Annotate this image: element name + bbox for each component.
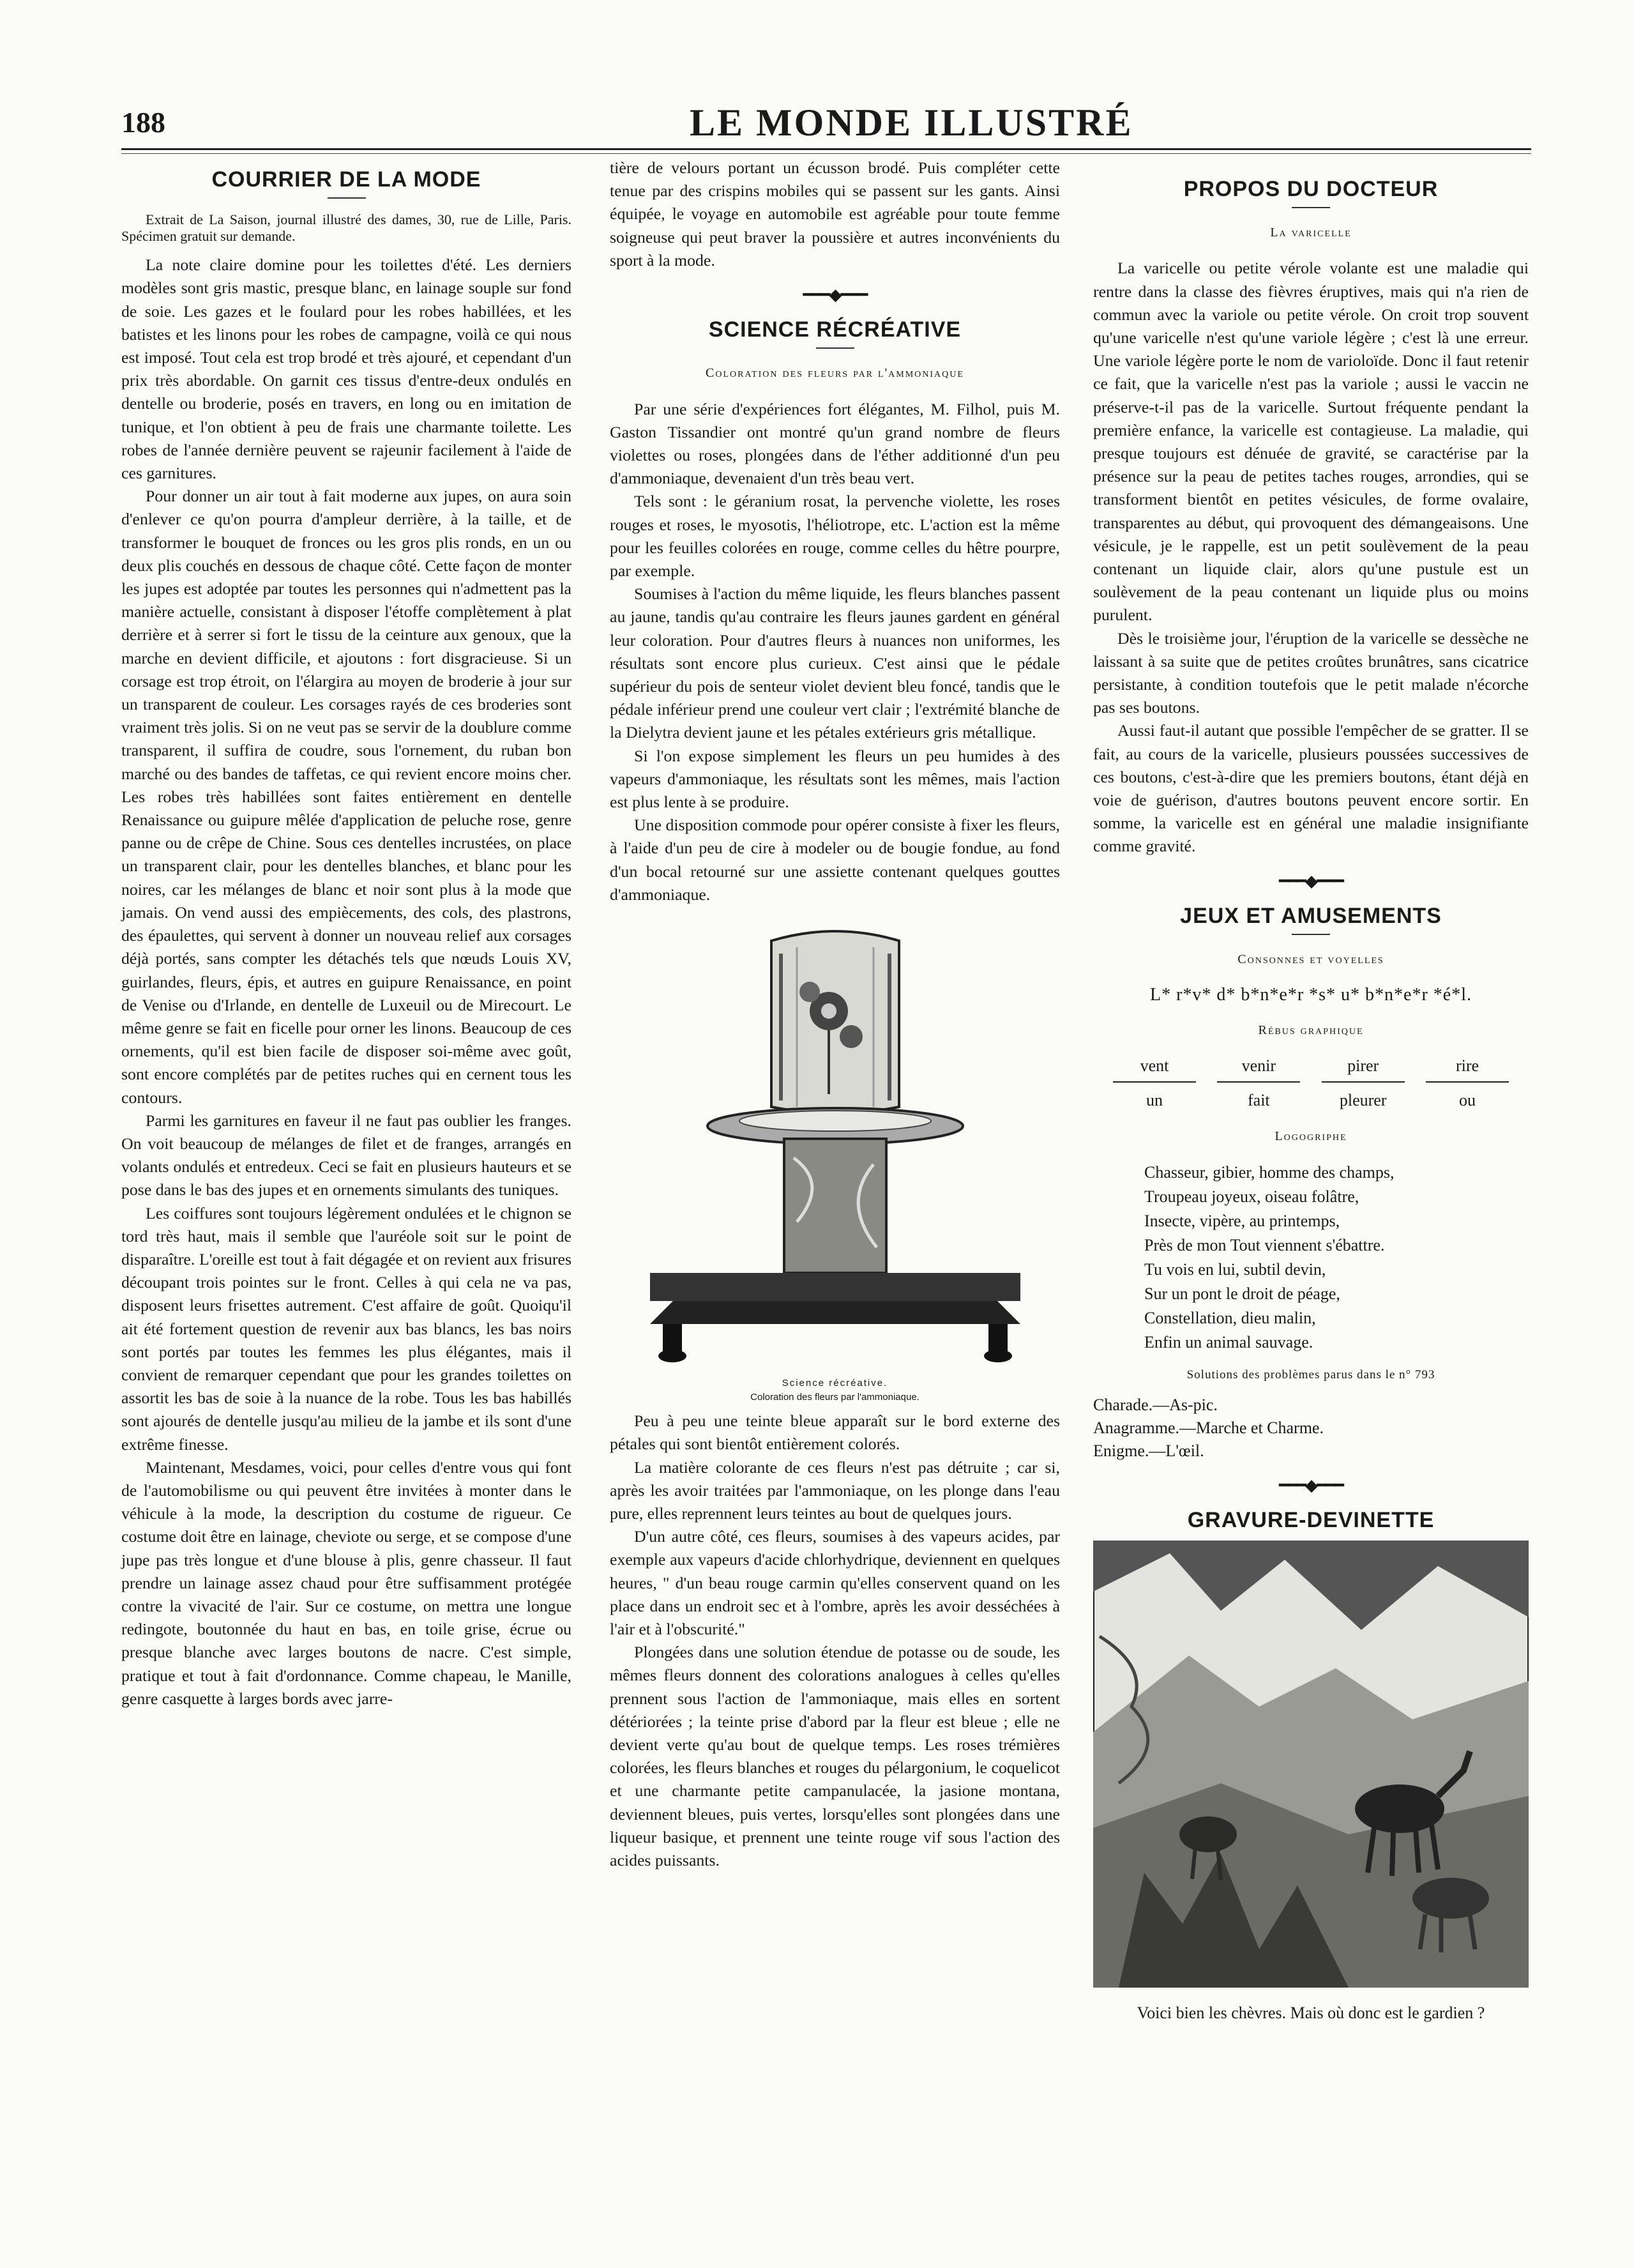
engraving-heading: GRAVURE-DEVINETTE [1187,1507,1435,1532]
games-heading: JEUX ET AMUSEMENTS [1180,903,1442,928]
poem-line: Troupeau joyeux, oiseau folâtre, [1144,1187,1359,1206]
paragraph: Pour donner un air tout à fait moderne aux jupes, on aura soin d'enlever ce qu'on pourra d'ampleur derrière, à la taille, et de transformer le bouquet de fronces ou les gros plis ronds, en un ou deux plis couchés en dessous de chaque côté. Cette façon de monter les jupes est adoptée par toutes les personnes qui n'admettent pas la manière actuelle, consistant à disposer l'étoffe complètement à plat derrière et à serrer si fort le tissu de la ceinture aux genoux, que la marche en devient difficile, et ajoutons : fort disgracieuse. Si un corsage est trop étroit, on l'élargira au moyen de broderie à jour sur un transparent de couleur. Les corsages rayés de ces broderies sont vraiment très jolis. Si on ne veut pas se servir de la doublure comme transparent, il suffira de coudre, sous l'ornement, du ruban bon marché ou des bandes de taffetas, ce qui revient encore moins cher. Les robes très habillées sont faites entièrement en dentelle Renaissance ou guipure mêlée d'application de peluche rose, genre panne ou de crêpe de Chine. Sous ces dentelles incrustées, on place un transparent clair, pour les dentelles blanches, et blanc pour les noires, car les mélanges de blanc et noir sont plus à la mode que jamais. On vend aussi des empiècements, des cols, des plastrons, des épaulettes, qui servent à donner un nouveau relief aux corsages déjà portés, sans compter les détachés tels que nœuds Louis XV, guirlandes, fleurs, épis, et autres en guipure Renaissance, en point de Venise ou d'Irlande, en dentelle de Luxeuil ou de Mirecourt. Le même genre se fait en ficelle pour orner les linons. Beaucoup de ces ornements, qu'il est bien facile de disposer soi-même avec goût, sont encore complétés par de petites ruches qui en cernent tous les contours. [121,487,571,1107]
solution-line: Enigme.—L'œil. [1093,1441,1204,1460]
column-science [610,156,1060,1872]
poem-line: Près de mon Tout viennent s'ébattre. [1144,1236,1385,1255]
heading-rule [1292,934,1330,935]
fashion-heading: COURRIER DE LA MODE [211,167,481,192]
mountain-goats-image [1093,1541,1529,1988]
paragraph: Par une série d'expériences fort élégantes, M. Filhol, puis M. Gaston Tissandier ont montré qu'un grand nombre de fleurs violettes ou roses, plongées dans de l'éther additionné d'un peu d'ammoniaque, devenaient d'un très beau vert. [610,399,1060,488]
rebus-title: Rébus graphique [1258,1023,1364,1037]
poem-line: Tu vois en lui, subtil devin, [1144,1260,1326,1279]
poem-line: Insecte, vipère, au printemps, [1144,1212,1340,1231]
paragraph: Si l'on expose simplement les fleurs un peu humides à des vapeurs d'ammoniaque, les résultats sont les mêmes, mais l'action est plus lente à se produire. [610,746,1060,812]
jar-illustration [631,915,1040,1403]
paragraph: Dès le troisième jour, l'éruption de la varicelle se dessèche ne laissant à sa suite que de petites croûtes brunâtres, sans cicatrice persistante, à condition toutefois que le petit malade n'écorche pas ses boutons. [1093,628,1529,717]
source-note: Extrait de La Saison, journal illustré des dames, 30, rue de Lille, Paris. Spécimen gratuit sur demande. [121,211,571,245]
rebus-grid [1113,1054,1509,1112]
poem-line: Sur un pont le droit de péage, [1144,1284,1340,1304]
rebus-top: venir [1217,1054,1300,1083]
consonnes-riddle: L* r*v* d* b*n*e*r *s* u* b*n*e*r *é*l. [1149,985,1472,1005]
paragraph: Tels sont : le géranium rosat, la pervenche violette, les roses rouges et roses, le myosotis, l'héliotrope, etc. L'action est la même pour les feuilles colorées en rouge, comme celles du hêtre pourpre, par exemple. [610,492,1060,581]
solution-line: Anagramme.—Marche et Charme. [1093,1418,1324,1437]
figure-caption-title: Science récréative. [782,1378,888,1389]
rebus-top: rire [1426,1054,1509,1083]
page-number: 188 [121,106,165,139]
paragraph: La matière colorante de ces fleurs n'est pas détruite ; car si, après les avoir traitées par l'ammoniaque, on les plonge dans l'eau pure, elles reprennent leurs teintes au bout de quelques jours. [610,1457,1060,1523]
poem-line: Constellation, dieu malin, [1144,1309,1316,1328]
rebus-bottom: pleurer [1339,1090,1387,1109]
rebus-item [1217,1054,1300,1112]
jar-on-stand-image [637,915,1033,1375]
goat-engraving [1093,1541,1529,1994]
figure-caption-text: Coloration des fleurs par l'ammoniaque. [750,1392,919,1403]
paragraph: Peu à peu une teinte bleue apparaît sur le bord externe des pétales qui sont bientôt entièrement colorés. [610,1412,1060,1454]
masthead-title: LE MONDE ILLUSTRÉ [690,102,1133,144]
section-ornament: ━━━◆━━━ [1279,871,1343,890]
rebus-item [1113,1054,1196,1112]
paragraph: Une disposition commode pour opérer consiste à fixer les fleurs, à l'aide d'un peu de cire à modeler ou de bougie fondue, au fond d'un bocal retourné sur une assiette contenant quelques gouttes d'ammoniaque. [610,816,1060,904]
column-doctor-games [1093,172,1529,2025]
continuation-paragraph: tière de velours portant un écusson brodé. Puis compléter cette tenue par des crispins mobiles qui se passent sur les gants. Ainsi équipée, le voyage en automobile est agréable pour toute femme soigneuse qui peut braver la poussière et autres inconvénients du sport à la mode. [610,158,1060,270]
heading-rule [816,347,854,349]
column-fashion [121,156,571,1710]
logogriphe-title: Logogriphe [1275,1129,1347,1144]
rebus-bottom: ou [1458,1090,1476,1109]
heading-rule [328,197,366,199]
section-ornament: ━━━◆━━━ [803,285,867,305]
rebus-bottom: fait [1248,1090,1270,1109]
paragraph: Maintenant, Mesdames, voici, pour celles d'entre vous qui font de l'automobilisme ou qui peuvent être invitées à monter dans le véhicule à la mode, la description du costume de rigueur. Ce costume doit être en lainage, cheviote ou serge, et se compose d'une jupe pas très longue et d'une blouse à plis, genre chasseur. Il faut prendre un lainage assez chaud pour être suffisamment protégée contre la vivacité de l'air. Sur ce costume, on mettra une longue redingote, boutonnée du haut en bas, en toile grise, écrue ou presque blanche avec larges boutons de nacre. C'est simple, pratique et tout à fait d'ordonnance. Comme chapeau, le Manille, genre casquette à larges bords avec jarre- [121,1457,571,1708]
paragraph: Aussi faut-il autant que possible l'empêcher de se gratter. Il se fait, au cours de la varicelle, plusieurs poussées successives de ces boutons, c'est-à-dire que les premiers boutons, étant déjà en voie de guérison, d'autres boutons peuvent encore sortir. En somme, la varicelle est en général une maladie insignifiante comme gravité. [1093,721,1529,856]
solution-line: Charade.—As-pic. [1093,1395,1218,1414]
rebus-item [1426,1054,1509,1112]
consonnes-title: Consonnes et voyelles [1237,952,1384,967]
poem-line: Enfin un animal sauvage. [1144,1333,1313,1352]
poem-line: Chasseur, gibier, homme des champs, [1144,1163,1395,1182]
doctor-heading: PROPOS DU DOCTEUR [1183,177,1439,201]
section-ornament: ━━━◆━━━ [1279,1475,1343,1495]
heading-rule [1292,207,1330,208]
doctor-subheading: La varicelle [1270,225,1352,240]
rebus-top: pirer [1322,1054,1405,1083]
paragraph: Parmi les garnitures en faveur il ne faut pas oublier les franges. On voit beaucoup de mélanges de filet et de franges, arrangés en volants ondulés et entredeux. Ceci se fait en plusieurs hauteurs et se pose dans le bas des jupes et en ornements simulants des tuniques. [121,1111,571,1199]
rebus-bottom: un [1146,1090,1163,1109]
solutions-title: Solutions des problèmes parus dans le n° 793 [1186,1368,1435,1382]
header-rule-thin [121,153,1531,154]
rebus-top: vent [1113,1054,1196,1083]
science-heading: SCIENCE RÉCRÉATIVE [708,317,962,342]
science-subheading: Coloration des fleurs par l'ammoniaque [706,366,964,381]
header-rule [121,148,1531,150]
paragraph: Plongées dans une solution étendue de potasse ou de soude, les mêmes fleurs donnent des colorations analogues à celles qu'elles prennent sous l'action de l'ammoniaque, mais elles en sortent détériorées ; la teinte prise d'abord par la fleur est bleue ; elle ne devient verte qu'au bout de quelque temps. Les roses trémières colorées, les fleurs blanches et rouges du pélargonium, le coquelicot et une charmante petite campanulacée, la jasione montana, deviennent bleues, puis vertes, lorsqu'elles sont plongées dans une liqueur basique, et prennent une teinte rouge vif sous l'action des acides puissants. [610,1643,1060,1869]
paragraph: Les coiffures sont toujours légèrement ondulées et le chignon se tord très haut, mais il semble que l'auréole soit sur le point de disparaître. L'oreille est tout à fait dégagée et on revient aux frisures découpant trois pointes sur le front. Celles à qui cela ne va pas, disposent leurs frisettes autrement. C'est affaire de goût. Quoiqu'il ait été fortement question de revenir aux bas blancs, les bas noirs sont portés par toutes les femmes les plus élégantes, mais il convient de remarquer cependant que pour les grandes toilettes on assortit les bas de soie à la nuance de la robe. Tous les bas habillés sont ajourés de dentelle jusqu'au milieu de la jambe et ils sont d'une extrême finesse. [121,1203,571,1454]
engraving-caption: Voici bien les chèvres. Mais où donc est le gardien ? [1137,2004,1485,2023]
paragraph: Soumises à l'action du même liquide, les fleurs blanches passent au jaune, tandis qu'au contraire les fleurs jaunes gardent en général leur coloration. Pour d'autres fleurs à nuances non uniformes, les résultats sont encore plus curieux. C'est ainsi que le pédale supérieur du pois de senteur violet devient bleu foncé, tandis que le pédale inférieur prend une couleur vert clair ; l'extrémité blanche de la Dielytra devient jaune et les pétales extérieurs gris métallique. [610,584,1060,742]
paragraph: La varicelle ou petite vérole volante est une maladie qui rentre dans la classe des fièvres éruptives, mais qui n'a rien de commun avec la variole ou petite vérole. On croit trop souvent qu'une varicelle n'est qu'une variole légère ; c'est là une erreur. Une variole légère porte le nom de varioloïde. Donc il faut retenir ce fait, que la varicelle n'est pas la variole ; aussi le vaccin ne préserve-t-il pas de la varicelle. Surtout fréquente pendant la première enfance, la varicelle est contagieuse. La maladie, qui presque toujours est dénuée de gravité, se caractérise par la présence sur la peau de petites taches rouges, arrondies, qui se transforment bientôt en petites vésicules, de forme ovalaire, transparentes au début, qui provoquent des démangeaisons. Une vésicule, je le rappelle, est un petit soulèvement de la peau contenant un liquide clair, alors qu'une pustule est un soulèvement de la peau contenant un liquide plus ou moins purulent. [1093,259,1529,625]
paragraph: D'un autre côté, ces fleurs, soumises à des vapeurs acides, par exemple aux vapeurs d'acide chlorhydrique, deviennent en quelques heures, " d'un beau rouge carmin qu'elles conservent quand on les place dans un endroit sec et à l'ombre, après les avoir desséchées à l'air et à l'obscurité." [610,1527,1060,1638]
rebus-item [1322,1054,1405,1112]
paragraph: La note claire domine pour les toilettes d'été. Les derniers modèles sont gris mastic, presque blanc, en lainage souple sur fond de soie. Les gazes et le foulard pour les robes habillées, et les batistes et les linons pour les robes de campagne, voilà ce qui nous est imposé. Tout cela est trop brodé et très ajouré, et cependant d'un prix très abordable. On garnit ces tissus d'entre-deux ondulés en dentelle ou broderie, posés en travers, en long ou en imitation de tunique, et l'on obtient à peu de frais une charmante toilette. Les robes de l'année dernière peuvent se rajeunir facilement à l'aide de ces garnitures. [121,255,571,483]
logogriphe-poem [1144,1161,1529,1355]
